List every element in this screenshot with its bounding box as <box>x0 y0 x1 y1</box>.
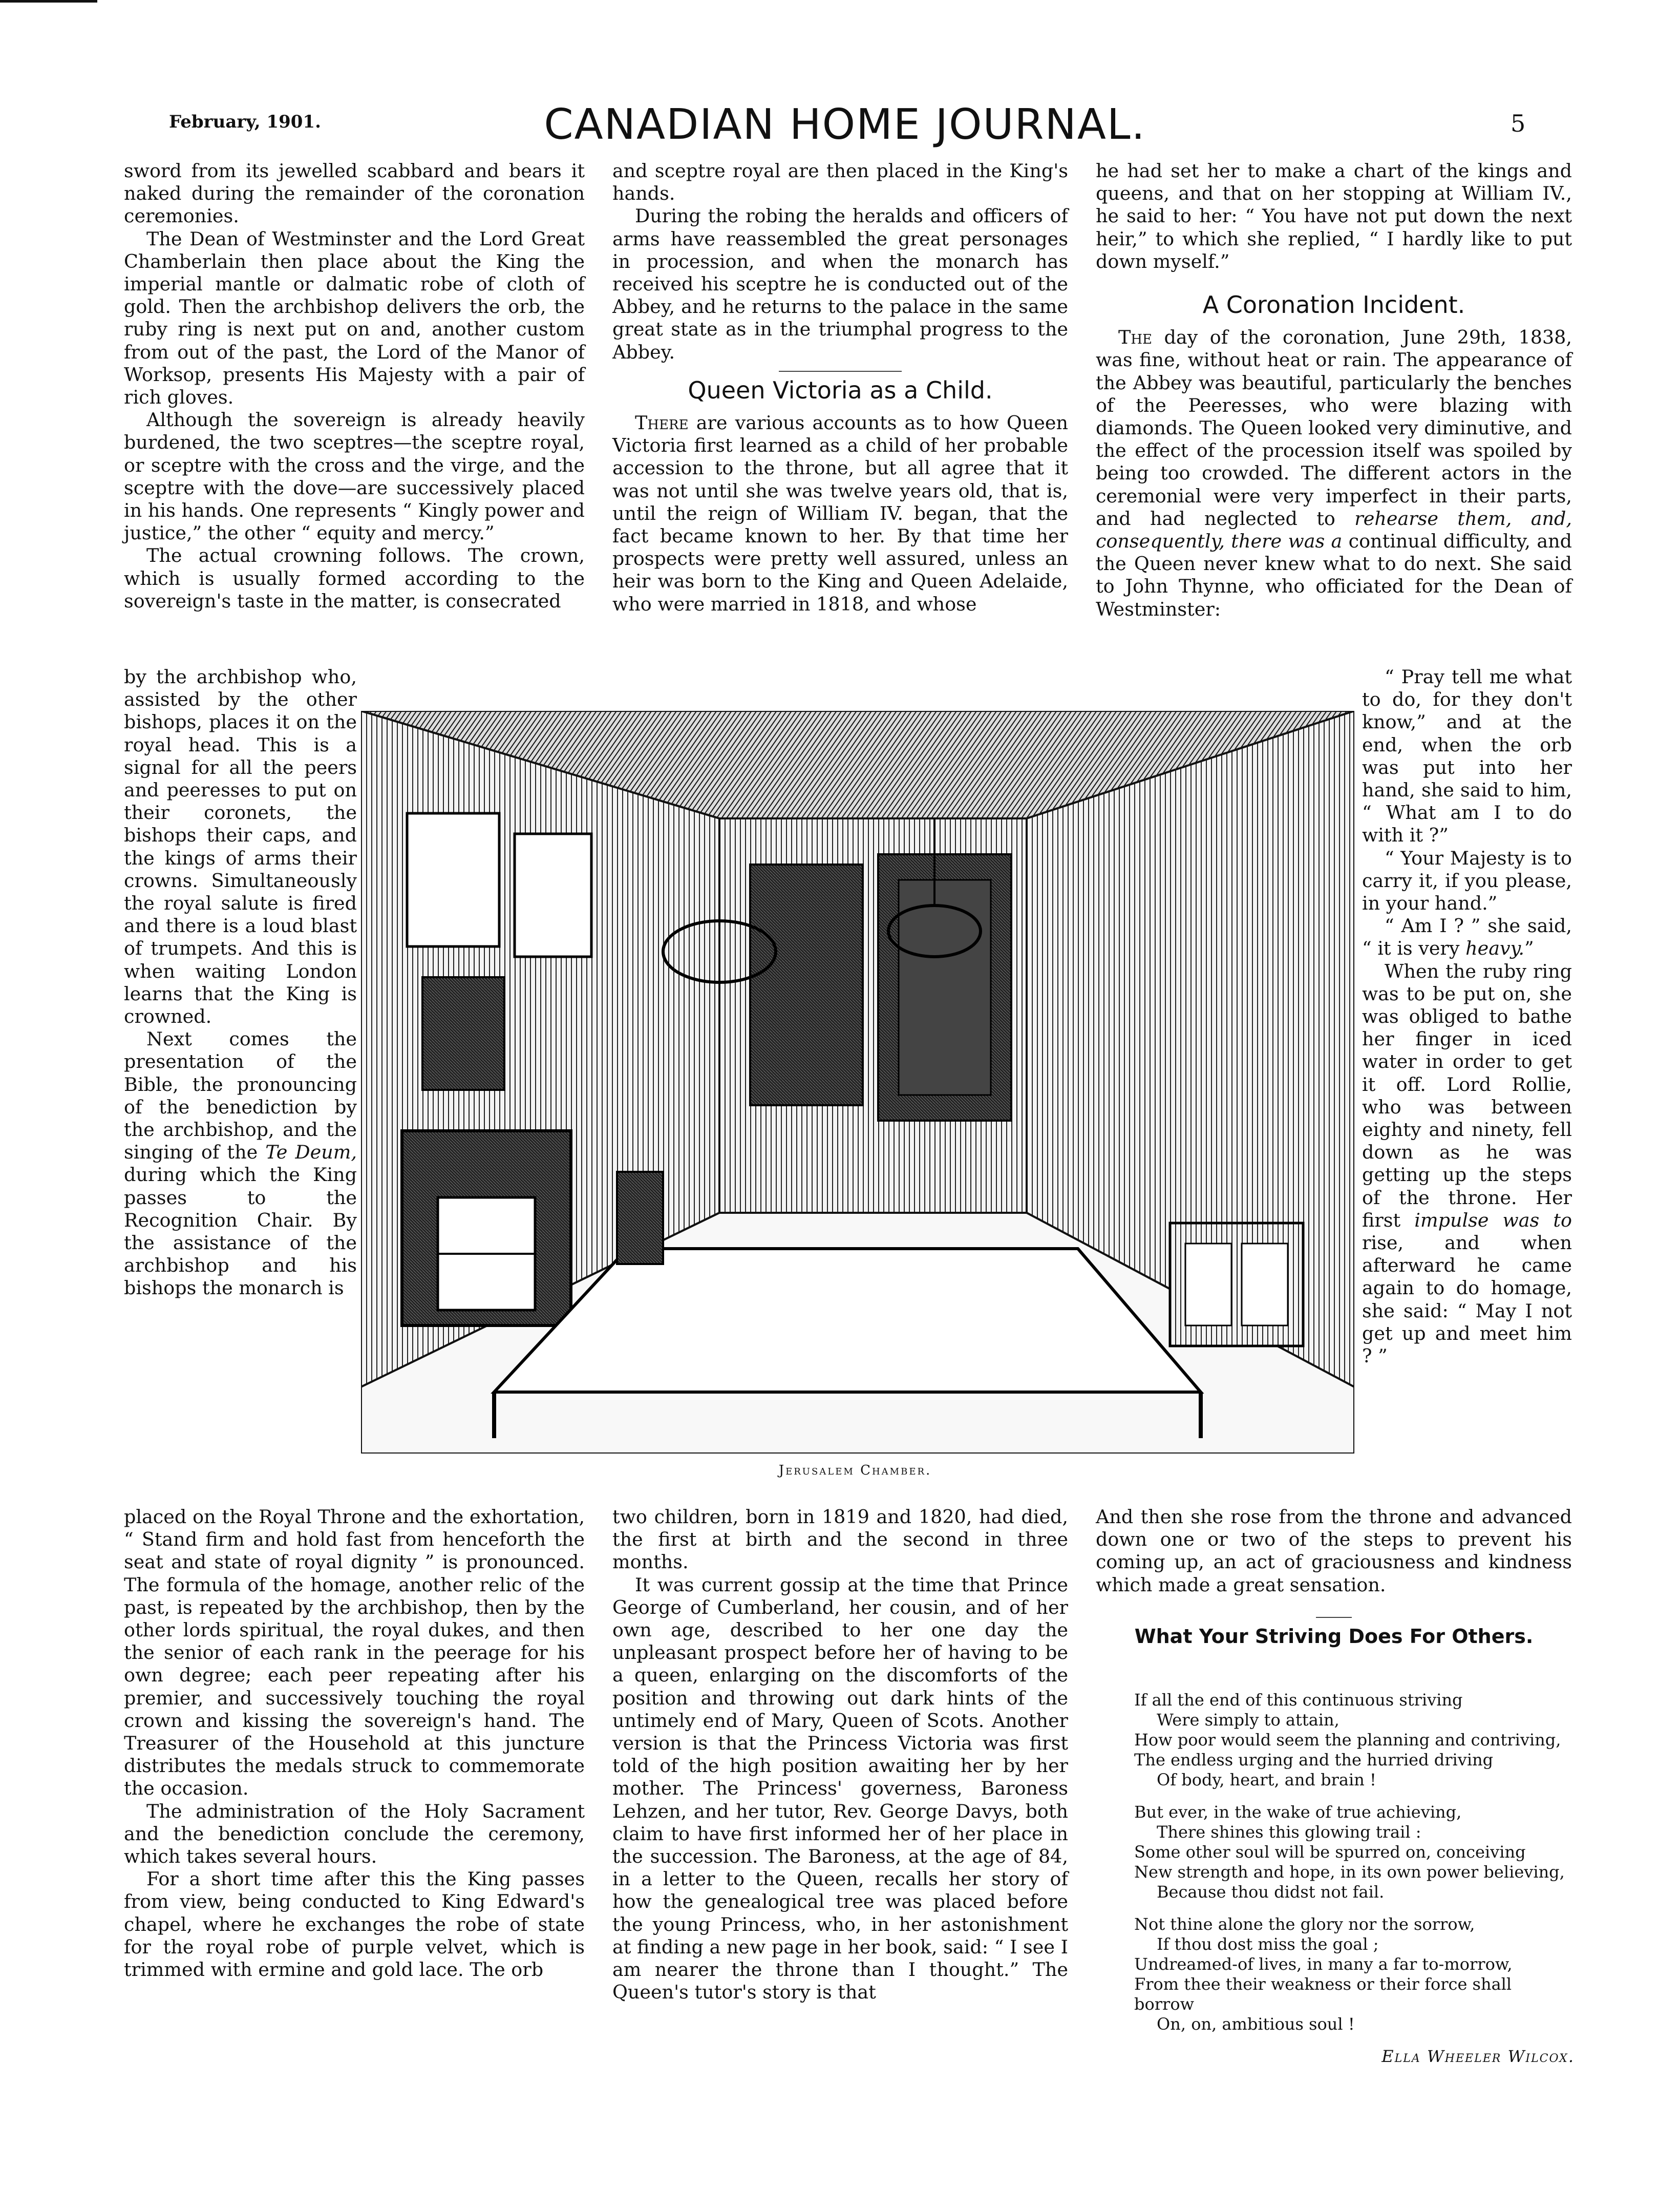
column-2-bottom <box>612 1506 1068 2004</box>
poem-line: Some other soul will be spurred on, conceiving <box>1134 1842 1526 1862</box>
italic-text: Te Deum, <box>265 1141 357 1164</box>
section-heading: Queen Victoria as a Child. <box>688 376 993 404</box>
paragraph: by the archbishop who, assisted by the other bishops, places it on the royal head. This is a signal for all the peers and peeresses to put on their coronets, the bishops their caps, and the kings of arms their crowns. Simultaneously the royal salute is fired and there is a loud blast of trumpets. And this is when waiting London learns that the King is crowned. <box>124 666 357 1028</box>
poem-heading: What Your Striving Does For Others. <box>1134 1625 1534 1648</box>
journal-title: CANADIAN HOME JOURNAL. <box>544 100 1146 149</box>
poem-line: New strength and hope, in its own power believing, <box>1134 1862 1565 1882</box>
page-number: 5 <box>1511 110 1526 137</box>
lead-word: The <box>1118 326 1152 349</box>
paragraph: “ Your Majesty is to carry it, if you please, in your hand.” <box>1362 847 1572 915</box>
paragraph: It was current gossip at the time that Prince George of Cumberland, her cousin, and of her own age, described to her one day the unpleasant prospect before her of having to be a queen, enlarging on the discomforts of the position and throwing out dark hints of the untimely end of Mary, Queen of Scots. Another version is that the Princess Victoria was first told of the high position awaiting her by her mother. The Princess' governess, Baroness Lehzen, and her tutor, Rev. George Davys, both claim to have first informed her of her place in the succession. The Baroness, at the age of 84, in a letter to the Queen, recalls her story of how the genealogical tree was placed before the young Princess, who, in her astonishment at finding a new page in her book, said: “ I see I am nearer the throne than I thought.” The Queen's tutor's story is that <box>612 1573 1068 2004</box>
poem-line: Not thine alone the glory nor the sorrow, <box>1134 1914 1475 1934</box>
top-rule <box>0 0 97 3</box>
text: ” <box>1524 937 1534 960</box>
divider <box>1316 1617 1352 1618</box>
paragraph: For a short time after this the King passes from view, being conducted to King Edward's chapel, where he exchanges the robe of state for the royal robe of purple velvet, which is trimmed with ermine and gold lace. The orb <box>124 1868 585 1981</box>
column-1-bottom <box>124 1506 585 1981</box>
paragraph: and sceptre royal are then placed in the King's hands. <box>612 160 1068 205</box>
poem <box>1134 1690 1575 2067</box>
paragraph <box>1362 960 1572 1368</box>
poem-line: If all the end of this continuous striving <box>1134 1690 1463 1710</box>
paragraph: he had set her to make a chart of the kings and queens, and that on her stopping at William IV., he said to her: “ You have not put down the next heir,” to which she replied, “ I hardly like to put down myself.” <box>1096 160 1572 272</box>
divider <box>779 371 902 372</box>
jerusalem-chamber-illustration <box>361 711 1354 1454</box>
paragraph: During the robing the heralds and officers of arms have reassembled the great personages in procession, and when the monarch has received his sceptre he is conducted out of the Abbey, and he returns to the palace in the same great state as in the triumphal progress to the Abbey. <box>612 205 1068 363</box>
issue-date: February, 1901. <box>169 112 321 132</box>
paragraph: The administration of the Holy Sacrament and the benediction conclude the ceremony, which takes several hours. <box>124 1800 585 1868</box>
poem-stanza <box>1134 1690 1575 1790</box>
poem-line: Because thou didst not fail. <box>1157 1882 1385 1902</box>
poem-line: From thee their weakness or their force shall borrow <box>1134 1974 1512 2014</box>
column-3-narrow <box>1362 666 1572 1367</box>
italic-text: rehearse them, and, consequently, there was a <box>1096 507 1572 553</box>
paragraph <box>1362 915 1572 960</box>
paragraph: two children, born in 1819 and 1820, had died, the first at birth and the second in three months. <box>612 1506 1068 1573</box>
italic-text: impulse was to <box>1414 1209 1572 1231</box>
text: When the ruby ring was to be put on, she was obliged to bathe her finger in iced water in order to get it off. Lord Rollie, who was between eighty and ninety, fell down as he was getting up the steps of the throne. Her first <box>1362 960 1572 1231</box>
poem-line: If thou dost miss the goal ; <box>1157 1934 1379 1954</box>
paragraph: The Dean of Westminster and the Lord Great Chamberlain then place about the King the imperial mantle or dalmatic robe of cloth of gold. Then the archbishop delivers the orb, the ruby ring is next put on and, another custom from out of the past, the Lord of the Manor of Worksop, presents His Majesty with a pair of rich gloves. <box>124 227 585 409</box>
poem-stanza <box>1134 1802 1575 1902</box>
poem-line: How poor would seem the planning and contriving, <box>1134 1730 1561 1750</box>
paragraph <box>1096 326 1572 621</box>
poem-stanza <box>1134 1914 1575 2034</box>
poem-line: Undreamed-of lives, in many a far to-morrow, <box>1134 1954 1513 1974</box>
text: continual difficulty, and the Queen never knew what to do next. She said to John Thynne, who officiated for the Dean of Westminster: <box>1096 530 1572 620</box>
poem-line: Were simply to attain, <box>1157 1710 1339 1730</box>
paragraph: And then she rose from the throne and advanced down one or two of the steps to prevent his coming up, an act of graciousness and kindness which made a great sensation. <box>1096 1506 1572 1596</box>
paragraph: placed on the Royal Throne and the exhortation, “ Stand firm and hold fast from henceforth the seat and state of royal dignity ” is pronounced. The formula of the homage, another relic of the past, is repeated by the archbishop, then by the other lords spiritual, the royal dukes, and then the senior of each rank in the peerage for his own degree; each peer repeating after his premier, and successively touching the royal crown and kissing the sovereign's hand. The Treasurer of the Household at this juncture distributes the medals struck to commemorate the occasion. <box>124 1506 585 1800</box>
poem-line: The endless urging and the hurried driving <box>1134 1750 1494 1770</box>
column-2-top <box>612 160 1068 616</box>
text: “ Am I ? ” she said, “ it is very <box>1362 915 1572 960</box>
italic-text: heavy. <box>1465 937 1524 960</box>
paragraph: Although the sovereign is already heavily burdened, the two sceptres—the sceptre royal, or sceptre with the cross and the virge, and the sceptre with the dove—are successively placed in his hands. One represents “ Kingly power and justice,” the other “ equity and mercy.” <box>124 409 585 544</box>
paragraph <box>124 1028 357 1299</box>
paragraph: sword from its jewelled scabbard and bears it naked during the remainder of the coronation ceremonies. <box>124 160 585 227</box>
poem-author: Ella Wheeler Wilcox. <box>1381 2047 1575 2066</box>
paragraph: The actual crowning follows. The crown, which is usually formed according to the sovereign's taste in the matter, is consecrated <box>124 544 585 612</box>
text: day of the coronation, June 29th, 1838, was fine, without heat or rain. The appearance of the Abbey was beautiful, particularly the benches of the Peeresses, who were blazing with diamonds. The Queen looked very diminutive, and the effect of the procession itself was spoiled by being too crowded. The different actors in the ceremonial were very imperfect in their parts, and had neglected to <box>1096 326 1572 530</box>
paragraph: “ Pray tell me what to do, for they don't know,” and at the end, when the orb was put into her hand, she said to him, “ What am I to do with it ?” <box>1362 666 1572 847</box>
poem-line: Of body, heart, and brain ! <box>1157 1770 1376 1789</box>
column-1-narrow <box>124 666 357 1300</box>
poem-line: On, on, ambitious soul ! <box>1157 2014 1355 2034</box>
column-3-top <box>1096 160 1572 621</box>
lead-word: There <box>635 412 689 434</box>
text: rise, and when afterward he came again to do homage, she said: “ May I not get up and meet him ? ” <box>1362 1232 1572 1367</box>
text: are various accounts as to how Queen Victoria first learned as a child of her probable accession to the throne, but all agree that it was not until she was twelve years old, that is, until the reign of William IV. began, that the fact became known to her. By that time her prospects were pretty well assured, unless an heir was born to the King and Queen Adelaide, who were married in 1818, and whose <box>612 412 1068 615</box>
text: Next comes the presentation of the Bible, the pronouncing of the benediction by the archbishop, and the singing of the <box>124 1028 357 1164</box>
paragraph <box>612 412 1068 616</box>
illustration-caption: Jerusalem Chamber. <box>778 1463 932 1478</box>
column-3-bottom <box>1096 1506 1572 1658</box>
poem-line: But ever, in the wake of true achieving, <box>1134 1802 1462 1822</box>
poem-line: There shines this glowing trail : <box>1157 1822 1421 1842</box>
column-1-top <box>124 160 585 613</box>
text: during which the King passes to the Recognition Chair. By the assistance of the archbishop and his bishops the monarch is <box>124 1164 357 1299</box>
section-heading: A Coronation Incident. <box>1202 291 1465 319</box>
